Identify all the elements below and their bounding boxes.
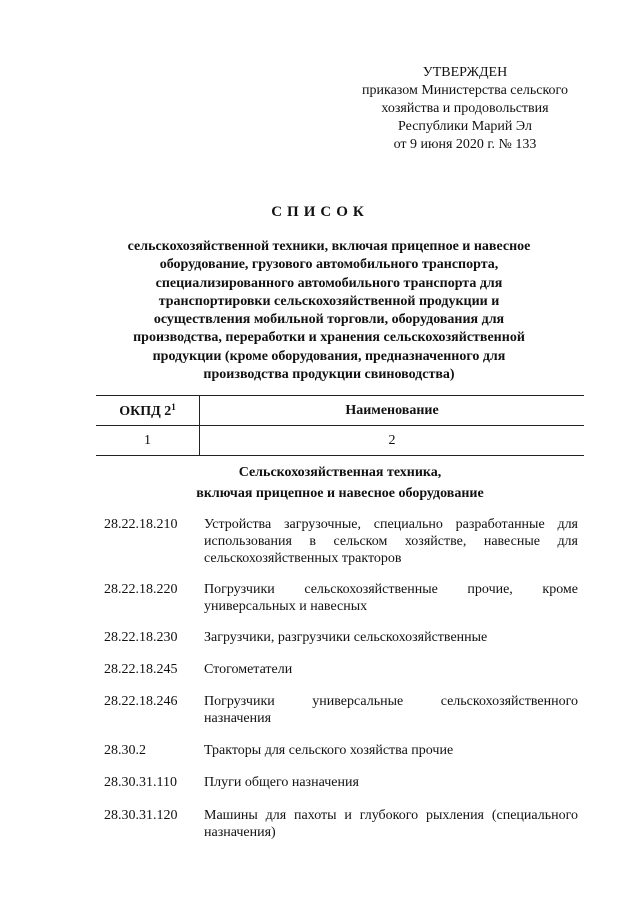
approval-stamp bbox=[340, 64, 590, 154]
okpd-header-label: ОКПД 2 bbox=[119, 403, 172, 419]
column-number-1: 1 bbox=[96, 426, 200, 456]
approval-ministry-line: хозяйства и продовольствия bbox=[381, 101, 549, 116]
okpd-code: 28.30.31.110 bbox=[104, 775, 177, 790]
okpd-code: 28.22.18.246 bbox=[104, 694, 178, 709]
table-header-row bbox=[96, 396, 584, 426]
name-column-header: Наименование bbox=[200, 396, 585, 426]
section-heading bbox=[96, 462, 584, 504]
subtitle-line: оборудование, грузового автомобильного транспорта, bbox=[159, 257, 499, 273]
section-heading-line: включая прицепное и навесное оборудование bbox=[196, 486, 484, 501]
document-title: СПИСОК bbox=[271, 204, 369, 220]
item-name: Погрузчики универсальные сельскохозяйственного назначения bbox=[204, 694, 578, 726]
okpd-code: 28.22.18.210 bbox=[104, 517, 178, 532]
subtitle-line: производства, переработки и хранения сельскохозяйственной bbox=[133, 330, 525, 346]
footnote-marker: 1 bbox=[171, 401, 176, 412]
item-name: Погрузчики сельскохозяйственные прочие, кроме универсальных и навесных bbox=[204, 582, 578, 614]
okpd-code: 28.22.18.230 bbox=[104, 630, 178, 645]
subtitle-line: сельскохозяйственной техники, включая прицепное и навесное bbox=[127, 239, 531, 254]
okpd-code: 28.30.31.120 bbox=[104, 808, 178, 823]
approval-date-line: от 9 июня 2020 г. № 133 bbox=[393, 137, 537, 152]
okpd-column-header bbox=[96, 396, 200, 426]
okpd-code: 28.22.18.220 bbox=[104, 582, 178, 597]
subtitle-line: производства продукции свиноводства) bbox=[203, 367, 455, 383]
subtitle-line: специализированного автомобильного транспорта для bbox=[155, 275, 503, 291]
approval-heading: УТВЕРЖДЕН bbox=[422, 65, 508, 80]
document-subtitle bbox=[118, 238, 540, 384]
subtitle-line: продукции (кроме оборудования, предназначенного для bbox=[152, 348, 506, 364]
subtitle-line: осуществления мобильной торговли, оборудования для bbox=[153, 312, 505, 328]
okpd-code: 28.30.2 bbox=[104, 743, 146, 758]
column-number-row bbox=[96, 426, 584, 456]
item-name: Загрузчики, разгрузчики сельскохозяйственные bbox=[204, 630, 488, 645]
item-name: Устройства загрузочные, специально разработанные для использования в сельском хозяйстве, навесные для сельскохозяйственных тракторов bbox=[204, 517, 578, 566]
approval-republic-line: Республики Марий Эл bbox=[398, 119, 532, 134]
okpd-code: 28.22.18.245 bbox=[104, 662, 178, 677]
item-name: Машины для пахоты и глубокого рыхления (специального назначения) bbox=[204, 808, 578, 840]
table-header bbox=[96, 395, 584, 456]
subtitle-line: транспортировки сельскохозяйственной продукции и bbox=[158, 293, 500, 309]
approval-order-line: приказом Министерства сельского bbox=[362, 83, 568, 98]
item-name: Тракторы для сельского хозяйства прочие bbox=[204, 743, 454, 758]
item-name: Стогометатели bbox=[204, 662, 293, 677]
item-name: Плуги общего назначения bbox=[204, 775, 359, 790]
section-heading-line: Сельскохозяйственная техника, bbox=[238, 465, 442, 480]
column-number-2: 2 bbox=[200, 426, 585, 456]
